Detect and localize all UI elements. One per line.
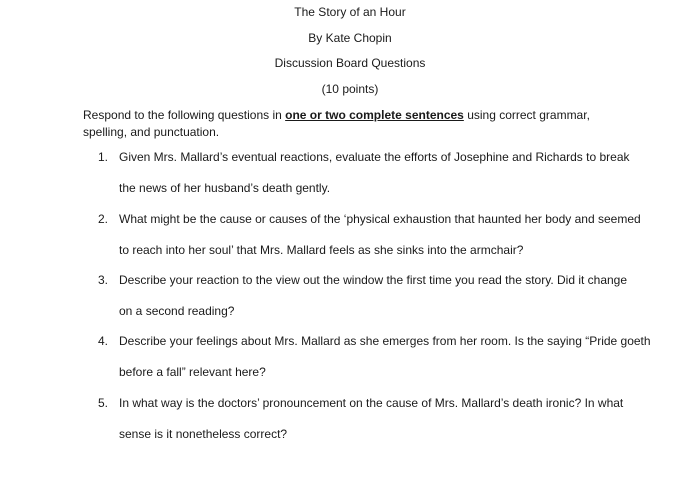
question-number: 2. [98, 212, 109, 226]
instructions-text-start: Respond to the following questions in [83, 108, 286, 122]
question-text-line: before a fall” relevant here? [119, 365, 266, 379]
points-note: (10 points) [321, 82, 379, 96]
question-text-line: What might be the cause or causes of the ‘physical exhaustion that haunted her body and seemed [119, 212, 641, 226]
question-text-line: the news of her husband’s death gently. [119, 181, 331, 195]
question-text-line: In what way is the doctors’ pronouncement on the cause of Mrs. Mallard’s death ironic? In what [119, 396, 624, 410]
question-text-line: on a second reading? [119, 304, 235, 318]
question-text-line: Given Mrs. Mallard’s eventual reactions, evaluate the efforts of Josephine and Richards to break [119, 150, 630, 164]
question-number: 1. [98, 150, 109, 164]
question-number: 3. [98, 273, 109, 287]
question-text-line: Describe your reaction to the view out the window the first time you read the story. Did it change [119, 273, 628, 287]
instructions-text-end: using correct grammar, spelling, and punctuation. [83, 108, 590, 139]
question-number: 4. [98, 334, 109, 348]
question-text-line: Describe your feelings about Mrs. Mallard as she emerges from her room. Is the saying “Pride goeth [119, 334, 651, 348]
instructions-emphasis: one or two complete sentences [285, 108, 464, 122]
instructions-paragraph [83, 107, 628, 141]
question-text-line: to reach into her soul’ that Mrs. Mallard feels as she sinks into the armchair? [119, 243, 524, 257]
document-subtitle: Discussion Board Questions [274, 56, 426, 70]
question-text-line: sense is it nonetheless correct? [119, 427, 288, 441]
document-author: By Kate Chopin [308, 31, 392, 45]
question-number: 5. [98, 396, 109, 410]
document-title: The Story of an Hour [294, 5, 406, 19]
